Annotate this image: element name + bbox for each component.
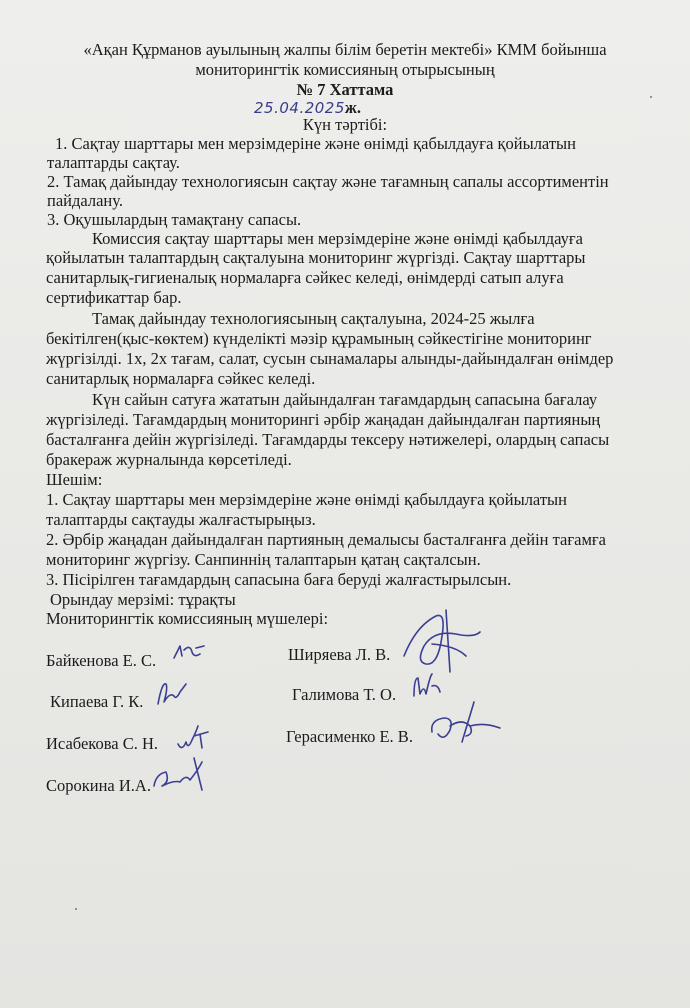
decision-item-2: 2. Әрбір жаңадан дайындалған партияның демалысы басталғанға дейін тағамға [46,530,606,549]
paragraph-2: Тамақ дайындау технологиясының сақталуына, 2024-25 жылға [92,309,535,328]
handwritten-date: 25.04.2025 [254,99,345,117]
decision-title: Шешім: [46,470,103,489]
paragraph-3-line: бракераж журналында көрсетіледі. [46,450,292,469]
commission-meeting-line: мониторингтік комиссияның отырысының [195,60,495,79]
date-suffix: ж. [344,98,361,117]
agenda-title: Күн тәртібі: [302,115,388,134]
school-name-line: «Ақан Құрманов ауылының жалпы білім беретін мектебі» КММ бойынша [83,40,607,59]
protocol-number: № 7 Хаттама [296,80,394,99]
signature-mark [396,606,486,676]
paragraph-1-line: қойылатын талаптардың сақталуына мониторинг жүргізді. Сақтау шарттары [46,248,586,267]
paragraph-2-line: жүргізілді. 1х, 2х тағам, салат, сусын сынамалары алынды-дайындалған өнімдер [46,349,614,368]
decision-item-3: 3. Пісірілген тағамдардың сапасына баға беруді жалғастырылсын. [46,570,512,589]
paper-speck [650,96,652,98]
paragraph-3: Күн сайын сатуға жататын дайындалған тағамдардың сапасына бағалау [92,390,598,409]
paper-speck [75,908,77,910]
paragraph-3-line: жүргізіледі. Тағамдардың мониторингі әрбір жаңадан дайындалған партияның [46,410,601,429]
paragraph-1: Комиссия сақтау шарттары мен мерзімдеріне және өнімді қабылдауға [92,229,583,248]
signature-mark [174,722,214,754]
paragraph-3-line: басталғанға дейін жүргізіледі. Тағамдарды тексеру нәтижелері, олардың сапасы [46,430,610,449]
agenda-item-2: 2. Тамақ дайындау технологиясын сақтау және тағамның сапалы ассортиментін [47,172,609,191]
member-name: Сорокина И.А. [46,776,151,795]
member-name: Ширяева Л. В. [288,645,391,664]
agenda-item-1-cont: талаптарды сақтау. [47,153,180,172]
agenda-item-1: 1. Сақтау шарттары мен мерзімдеріне және өнімді қабылдауға қойылатын [55,134,576,153]
paragraph-2-line: санитарлық нормаларға сәйкес келеді. [46,369,316,388]
paragraph-1-line: санитарлық-гигиеналық нормаларға сәйкес келеді, өнімдерді сатып алуға [46,268,564,287]
decision-item-2-cont: мониторинг жүргізу. Санпиннің талаптарын қатаң сақталсын. [46,550,481,569]
paragraph-2-line: бекітілген(қыс-көктем) күнделікті мәзір құрамының сәйкестігіне мониторинг [46,329,592,348]
execution-deadline: Орындау мерзімі: тұрақты [50,590,236,609]
agenda-item-2-cont: пайдалану. [47,191,123,210]
decision-item-1-cont: талаптарды сақтауды жалғастырыңыз. [46,510,316,529]
member-name: Кипаева Г. К. [50,692,144,711]
signature-mark [152,678,192,710]
member-name: Байкенова Е. С. [46,651,157,670]
decision-item-1: 1. Сақтау шарттары мен мерзімдеріне және өнімді қабылдауға қойылатын [46,490,567,509]
signature-mark [150,752,210,796]
member-name: Галимова Т. О. [292,685,397,704]
agenda-item-3: 3. Оқушылардың тамақтану сапасы. [47,210,302,229]
members-title: Мониторингтік комиссияның мүшелері: [46,609,329,628]
signature-mark [170,640,210,666]
paragraph-1-line: сертификаттар бар. [46,288,182,307]
member-name: Исабекова С. Н. [46,734,159,753]
member-name: Герасименко Е. В. [286,727,413,746]
signature-mark [426,696,506,748]
